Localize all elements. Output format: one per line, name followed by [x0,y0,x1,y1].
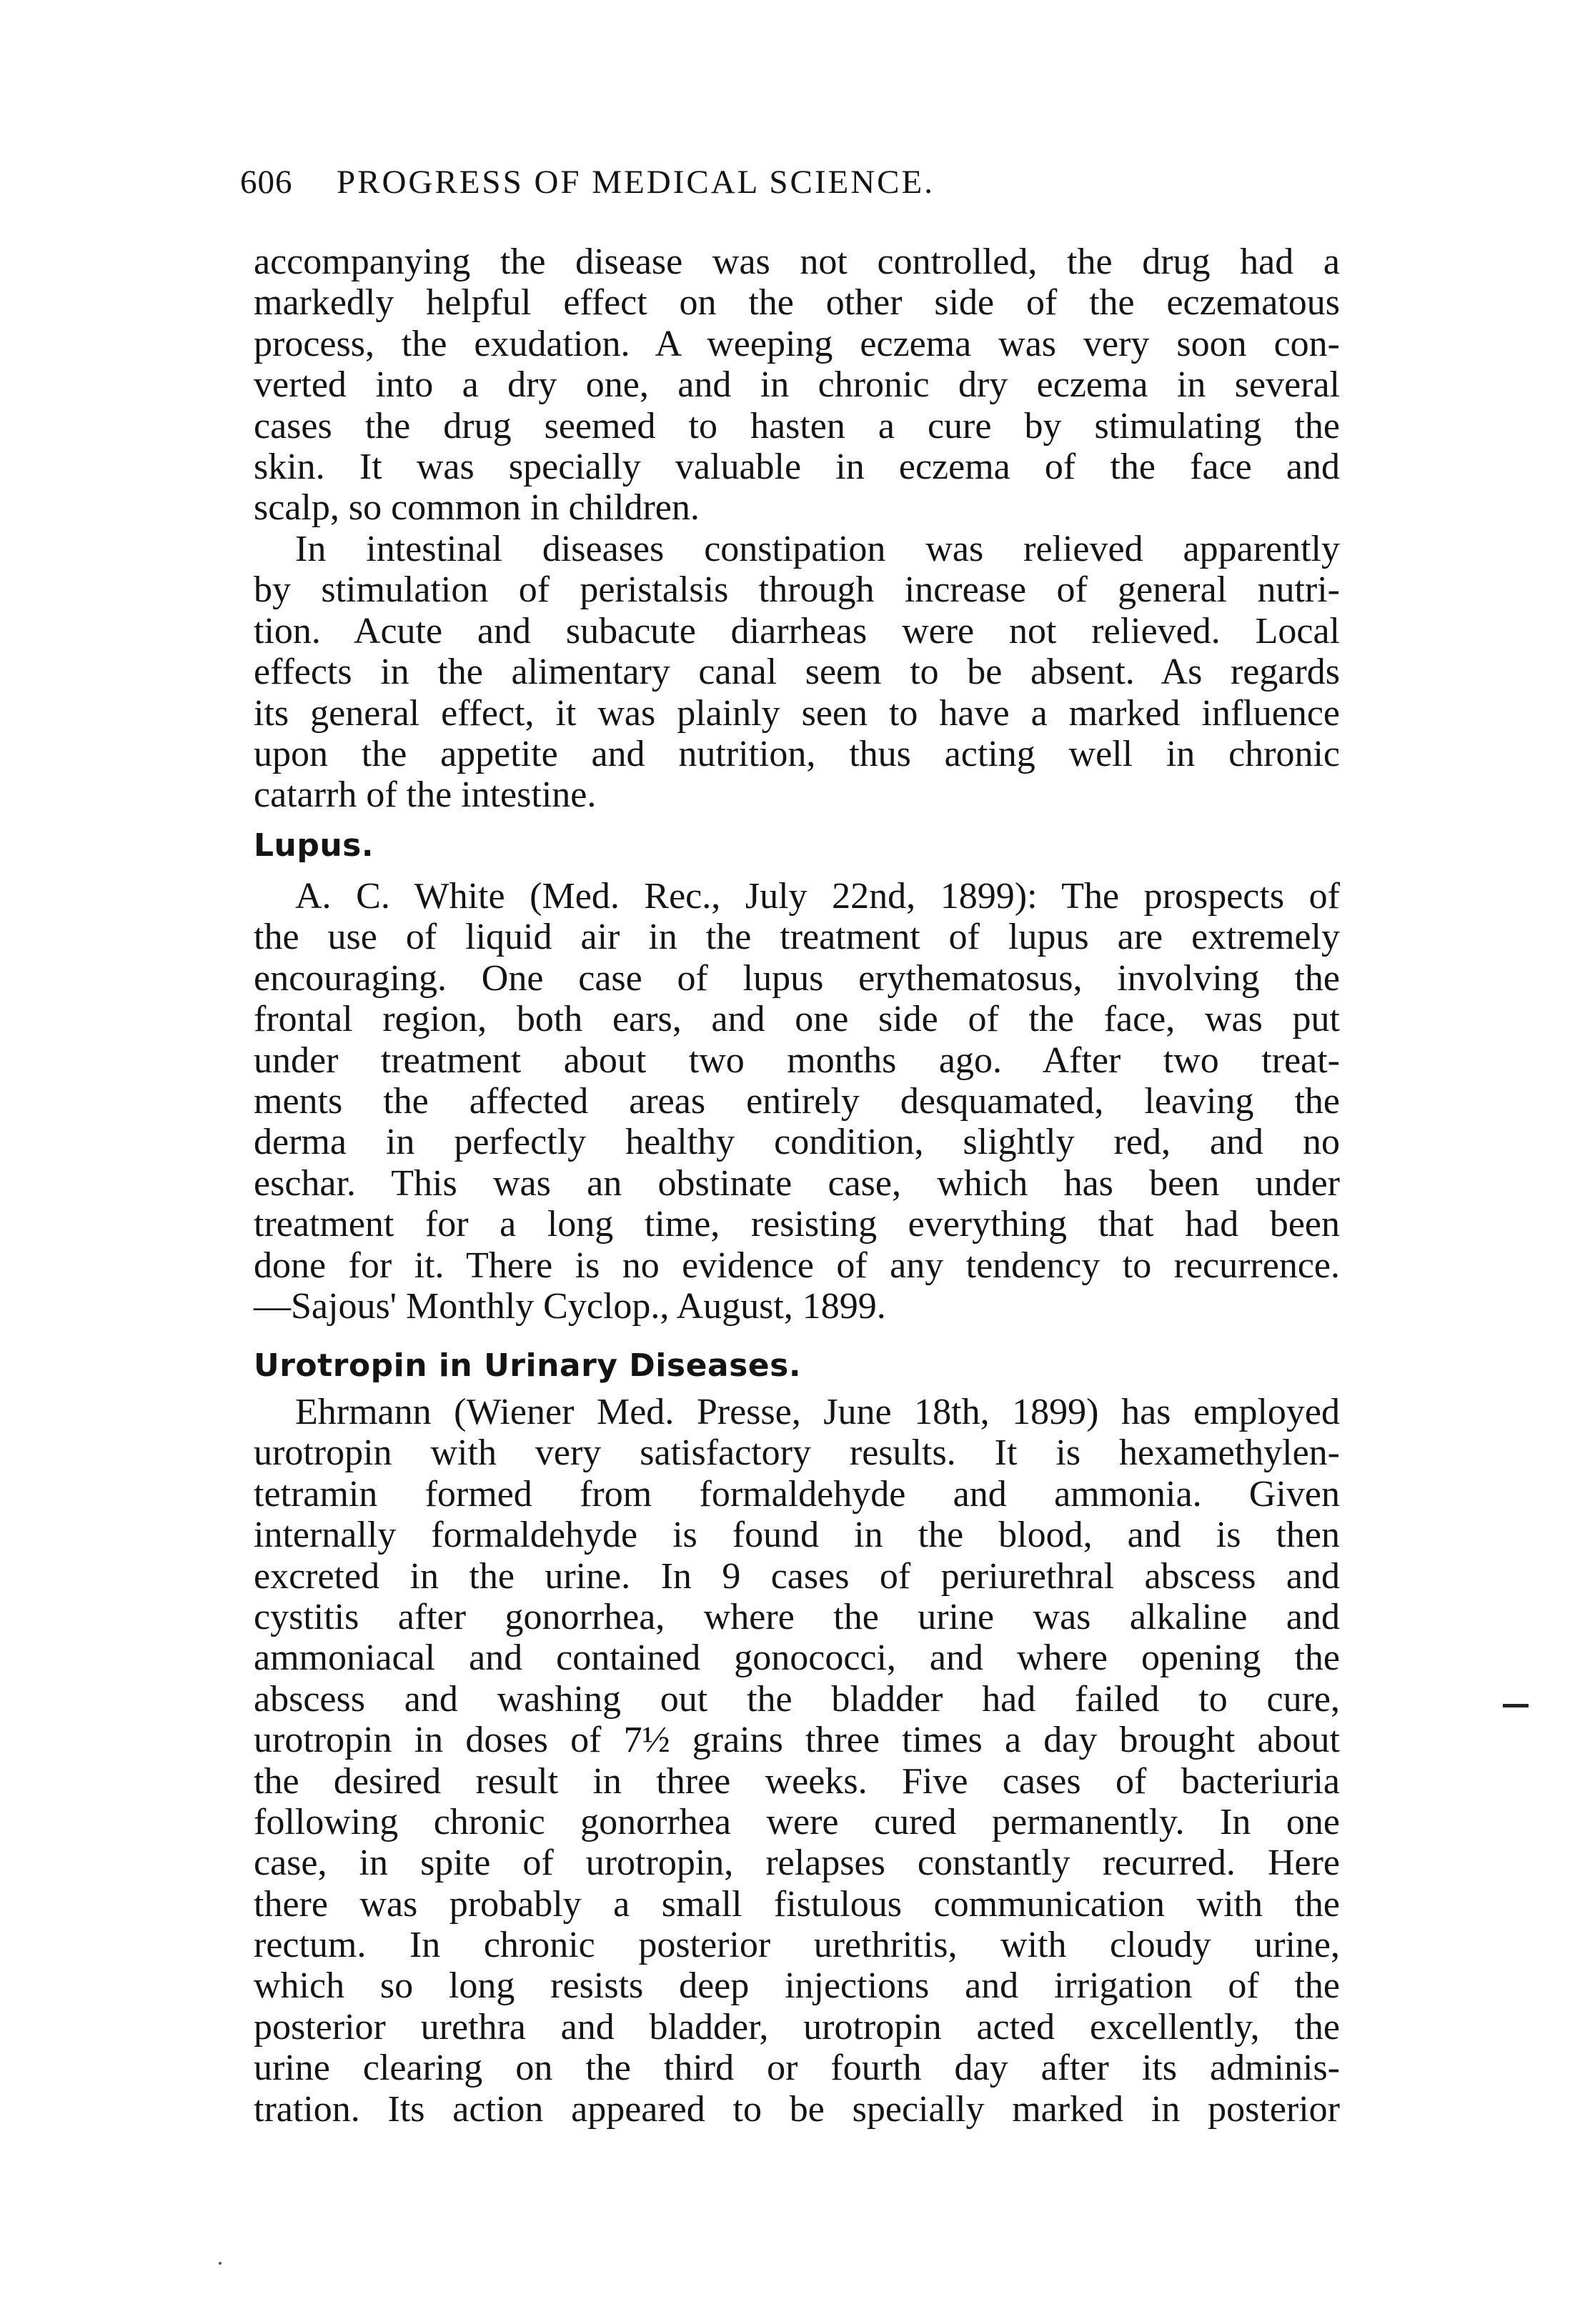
text-line: verted into a dry one, and in chronic dry eczema in several [254,364,1340,406]
text-line: its general effect, it was plainly seen to have a marked influence [254,692,1340,734]
text-line: excreted in the urine. In 9 cases of periurethral abscess and [254,1555,1340,1597]
text-line: urotropin in doses of 7½ grains three times a day brought about [254,1720,1340,1761]
text-line: urine clearing on the third or fourth day after its adminis- [254,2048,1340,2089]
text-line: there was probably a small fistulous communication with the [254,1883,1340,1925]
text-line: upon the appetite and nutrition, thus acting well in chronic [254,733,1340,774]
text-line: ments the affected areas entirely desquamated, leaving the [254,1080,1340,1122]
text-line: In intestinal diseases constipation was relieved apparently [295,529,1340,569]
text-line: the use of liquid air in the treatment of lupus are extremely [254,917,1340,958]
text-line: tion. Acute and subacute diarrheas were not relieved. Local [254,610,1340,652]
text-line: A. C. White (Med. Rec., July 22nd, 1899): The prospects of [295,876,1340,917]
text-line: catarrh of the intestine. [254,774,597,816]
text-line: urotropin with very satisfactory results. It is hexamethylen- [254,1432,1340,1474]
text-line: cystitis after gonorrhea, where the urine was alkaline and [254,1596,1340,1637]
text-line: cases the drug seemed to hasten a cure by stimulating the [254,405,1340,447]
text-line: scalp, so common in children. [254,487,700,529]
text-line: ammoniacal and contained gonococci, and where opening the [254,1637,1340,1679]
paragraph-intestinal [254,529,1340,816]
margin-dash-mark [1503,1704,1529,1707]
text-line: posterior urethra and bladder, urotropin acted excellently, the [254,2006,1340,2048]
text-line: under treatment about two months ago. After two treat- [254,1039,1340,1081]
text-line: markedly helpful effect on the other side of the eczematous [254,282,1340,324]
text-line: tration. Its action appeared to be specially marked in posterior [254,2088,1340,2130]
text-line: case, in spite of urotropin, relapses constantly recurred. Here [254,1842,1340,1884]
page-number: 606 [240,164,293,201]
text-line: which so long resists deep injections and irrigation of the [254,1965,1340,2007]
text-line: skin. It was specially valuable in eczema of the face and [254,446,1340,487]
section-heading-urotropin: Urotropin in Urinary Diseases. [254,1347,802,1384]
text-line: tetramin formed from formaldehyde and ammonia. Given [254,1473,1340,1515]
text-line: accompanying the disease was not controlled, the drug had a [254,241,1340,282]
paragraph-lupus [254,876,1340,1327]
text-line: frontal region, both ears, and one side of the face, was put [254,999,1340,1040]
page-header [240,163,1355,213]
text-line: Ehrmann (Wiener Med. Presse, June 18th, 1899) has employed [295,1392,1340,1432]
scan-speck [219,2262,222,2265]
running-head: PROGRESS OF MEDICAL SCIENCE. [337,164,935,201]
text-line: effects in the alimentary canal seem to be absent. As regards [254,652,1340,693]
text-line: process, the exudation. A weeping eczema was very soon con- [254,323,1340,364]
paragraph-urotropin [254,1392,1340,2130]
text-line: following chronic gonorrhea were cured permanently. In one [254,1801,1340,1842]
text-line: rectum. In chronic posterior urethritis, with cloudy urine, [254,1925,1340,1966]
citation-line: —Sajous' Monthly Cyclop., August, 1899. [254,1285,886,1327]
text-line: internally formaldehyde is found in the blood, and is then [254,1515,1340,1556]
text-line: eschar. This was an obstinate case, which has been under [254,1162,1340,1204]
text-line: derma in perfectly healthy condition, slightly red, and no [254,1122,1340,1163]
section-heading-lupus: Lupus. [254,827,374,864]
paragraph-eczema [254,241,1340,529]
text-line: by stimulation of peristalsis through increase of general nutri- [254,569,1340,611]
text-line: abscess and washing out the bladder had failed to cure, [254,1678,1340,1720]
text-line: done for it. There is no evidence of any tendency to recurrence. [254,1245,1340,1286]
text-line: the desired result in three weeks. Five cases of bacteriuria [254,1760,1340,1802]
text-line: encouraging. One case of lupus erythematosus, involving the [254,957,1340,999]
text-line: treatment for a long time, resisting everything that had been [254,1204,1340,1245]
